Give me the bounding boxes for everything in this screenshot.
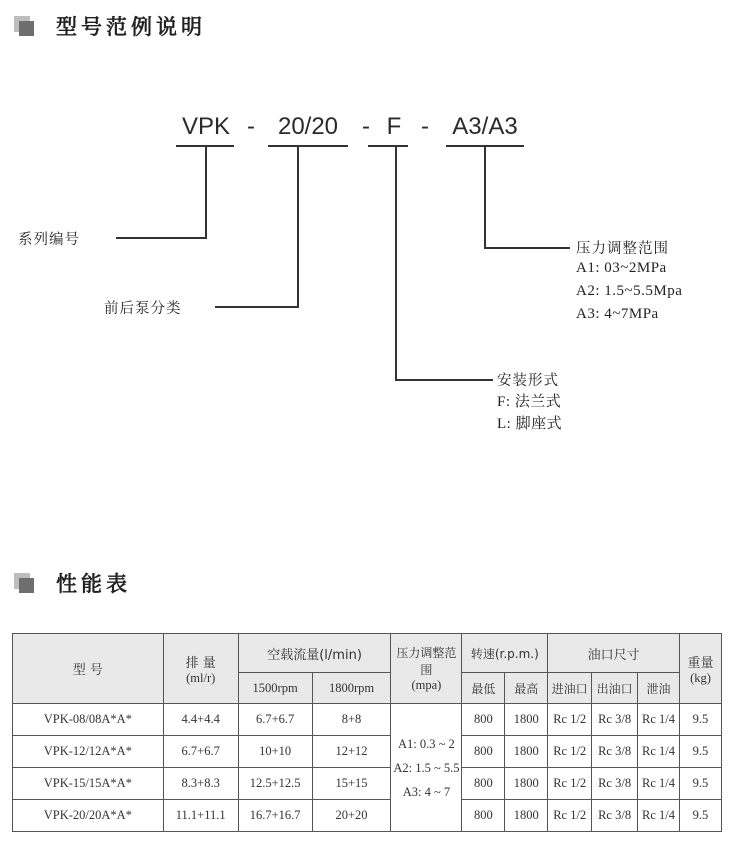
cell-weight: 9.5	[679, 768, 721, 800]
cell-port-in: Rc 1/2	[548, 800, 592, 832]
label-pressure-a2: A2: 1.5~5.5Mpa	[576, 283, 683, 299]
header-flow: 空载流量(l/min)	[238, 634, 391, 673]
cell-flow-1500: 6.7+6.7	[238, 704, 312, 736]
cell-displacement: 6.7+6.7	[163, 736, 238, 768]
cell-speed-max: 1800	[505, 736, 548, 768]
cell-flow-1800: 15+15	[312, 768, 391, 800]
section-marker-icon	[14, 573, 34, 593]
header-model: 型 号	[13, 634, 164, 704]
cell-flow-1800: 12+12	[312, 736, 391, 768]
label-mount-l: L: 脚座式	[497, 416, 563, 432]
code-pressure: A3/A3	[452, 113, 518, 140]
cell-weight: 9.5	[679, 800, 721, 832]
code-dash: -	[421, 113, 429, 140]
underline-displacement	[268, 145, 348, 147]
cell-port-drain: Rc 1/4	[638, 800, 680, 832]
header-flow-1500: 1500rpm	[238, 673, 312, 704]
connector-line	[116, 237, 207, 239]
cell-speed-max: 1800	[505, 768, 548, 800]
cell-flow-1500: 10+10	[238, 736, 312, 768]
cell-speed-max: 1800	[505, 704, 548, 736]
cell-pressure-ranges	[391, 704, 462, 832]
performance-table	[12, 633, 722, 832]
connector-line	[484, 247, 570, 249]
cell-model: VPK-12/12A*A*	[13, 736, 164, 768]
table-row	[13, 736, 722, 768]
cell-model: VPK-15/15A*A*	[13, 768, 164, 800]
cell-weight: 9.5	[679, 736, 721, 768]
pressure-range-a3: A3: 4 ~ 7	[402, 784, 451, 799]
header-flow-1800: 1800rpm	[312, 673, 391, 704]
section-title: 性能表	[56, 571, 131, 596]
header-port: 油口尺寸	[548, 634, 680, 673]
pressure-range-a1: A1: 0.3 ~ 2	[398, 736, 455, 751]
code-dash: -	[362, 113, 370, 140]
cell-flow-1500: 16.7+16.7	[238, 800, 312, 832]
table-row	[13, 704, 722, 736]
connector-line	[484, 145, 486, 248]
connector-line	[297, 145, 299, 307]
header-speed: 转速(r.p.m.)	[462, 634, 548, 673]
header-displacement: 排 量 (ml/r)	[163, 634, 238, 704]
header-pressure: 压力调整范围 (mpa)	[391, 634, 462, 704]
connector-line	[215, 306, 299, 308]
header-weight: 重量 (kg)	[679, 634, 721, 704]
code-series: VPK	[181, 113, 231, 140]
cell-port-drain: Rc 1/4	[638, 736, 680, 768]
label-series-no: 系列编号	[18, 232, 80, 248]
underline-mount	[368, 145, 408, 147]
label-mount-f: F: 法兰式	[497, 394, 562, 410]
section-heading-performance	[14, 568, 131, 598]
header-port-in: 进油口	[548, 673, 592, 704]
cell-weight: 9.5	[679, 704, 721, 736]
label-pump-class: 前后泵分类	[104, 301, 182, 317]
cell-speed-min: 800	[462, 768, 505, 800]
connector-line	[395, 379, 493, 381]
code-dash: -	[247, 113, 255, 140]
cell-flow-1800: 8+8	[312, 704, 391, 736]
cell-speed-min: 800	[462, 704, 505, 736]
cell-port-out: Rc 3/8	[592, 736, 638, 768]
cell-model: VPK-08/08A*A*	[13, 704, 164, 736]
cell-port-drain: Rc 1/4	[638, 768, 680, 800]
label-pressure-a3: A3: 4~7MPa	[576, 306, 659, 322]
cell-displacement: 11.1+11.1	[163, 800, 238, 832]
cell-speed-min: 800	[462, 800, 505, 832]
header-speed-min: 最低	[462, 673, 505, 704]
cell-port-out: Rc 3/8	[592, 768, 638, 800]
cell-port-in: Rc 1/2	[548, 768, 592, 800]
cell-port-in: Rc 1/2	[548, 704, 592, 736]
table-row	[13, 768, 722, 800]
connector-line	[395, 145, 397, 380]
cell-port-out: Rc 3/8	[592, 800, 638, 832]
cell-port-drain: Rc 1/4	[638, 704, 680, 736]
cell-speed-min: 800	[462, 736, 505, 768]
cell-flow-1500: 12.5+12.5	[238, 768, 312, 800]
cell-speed-max: 1800	[505, 800, 548, 832]
cell-displacement: 8.3+8.3	[163, 768, 238, 800]
label-pressure-title: 压力调整范围	[576, 241, 669, 257]
cell-port-out: Rc 3/8	[592, 704, 638, 736]
header-speed-max: 最高	[505, 673, 548, 704]
cell-displacement: 4.4+4.4	[163, 704, 238, 736]
connector-line	[205, 145, 207, 238]
code-mount: F	[386, 113, 402, 140]
cell-model: VPK-20/20A*A*	[13, 800, 164, 832]
table-row	[13, 800, 722, 832]
section-heading-model-example	[14, 11, 206, 41]
header-port-drain: 泄油	[638, 673, 680, 704]
label-pressure-a1: A1: 03~2MPa	[576, 260, 667, 276]
section-marker-icon	[14, 16, 34, 36]
section-title: 型号范例说明	[56, 14, 206, 39]
header-port-out: 出油口	[592, 673, 638, 704]
label-mount-title: 安装形式	[497, 373, 559, 389]
cell-flow-1800: 20+20	[312, 800, 391, 832]
pressure-range-a2: A2: 1.5 ~ 5.5	[393, 760, 460, 775]
code-displacement: 20/20	[277, 113, 339, 140]
cell-port-in: Rc 1/2	[548, 736, 592, 768]
